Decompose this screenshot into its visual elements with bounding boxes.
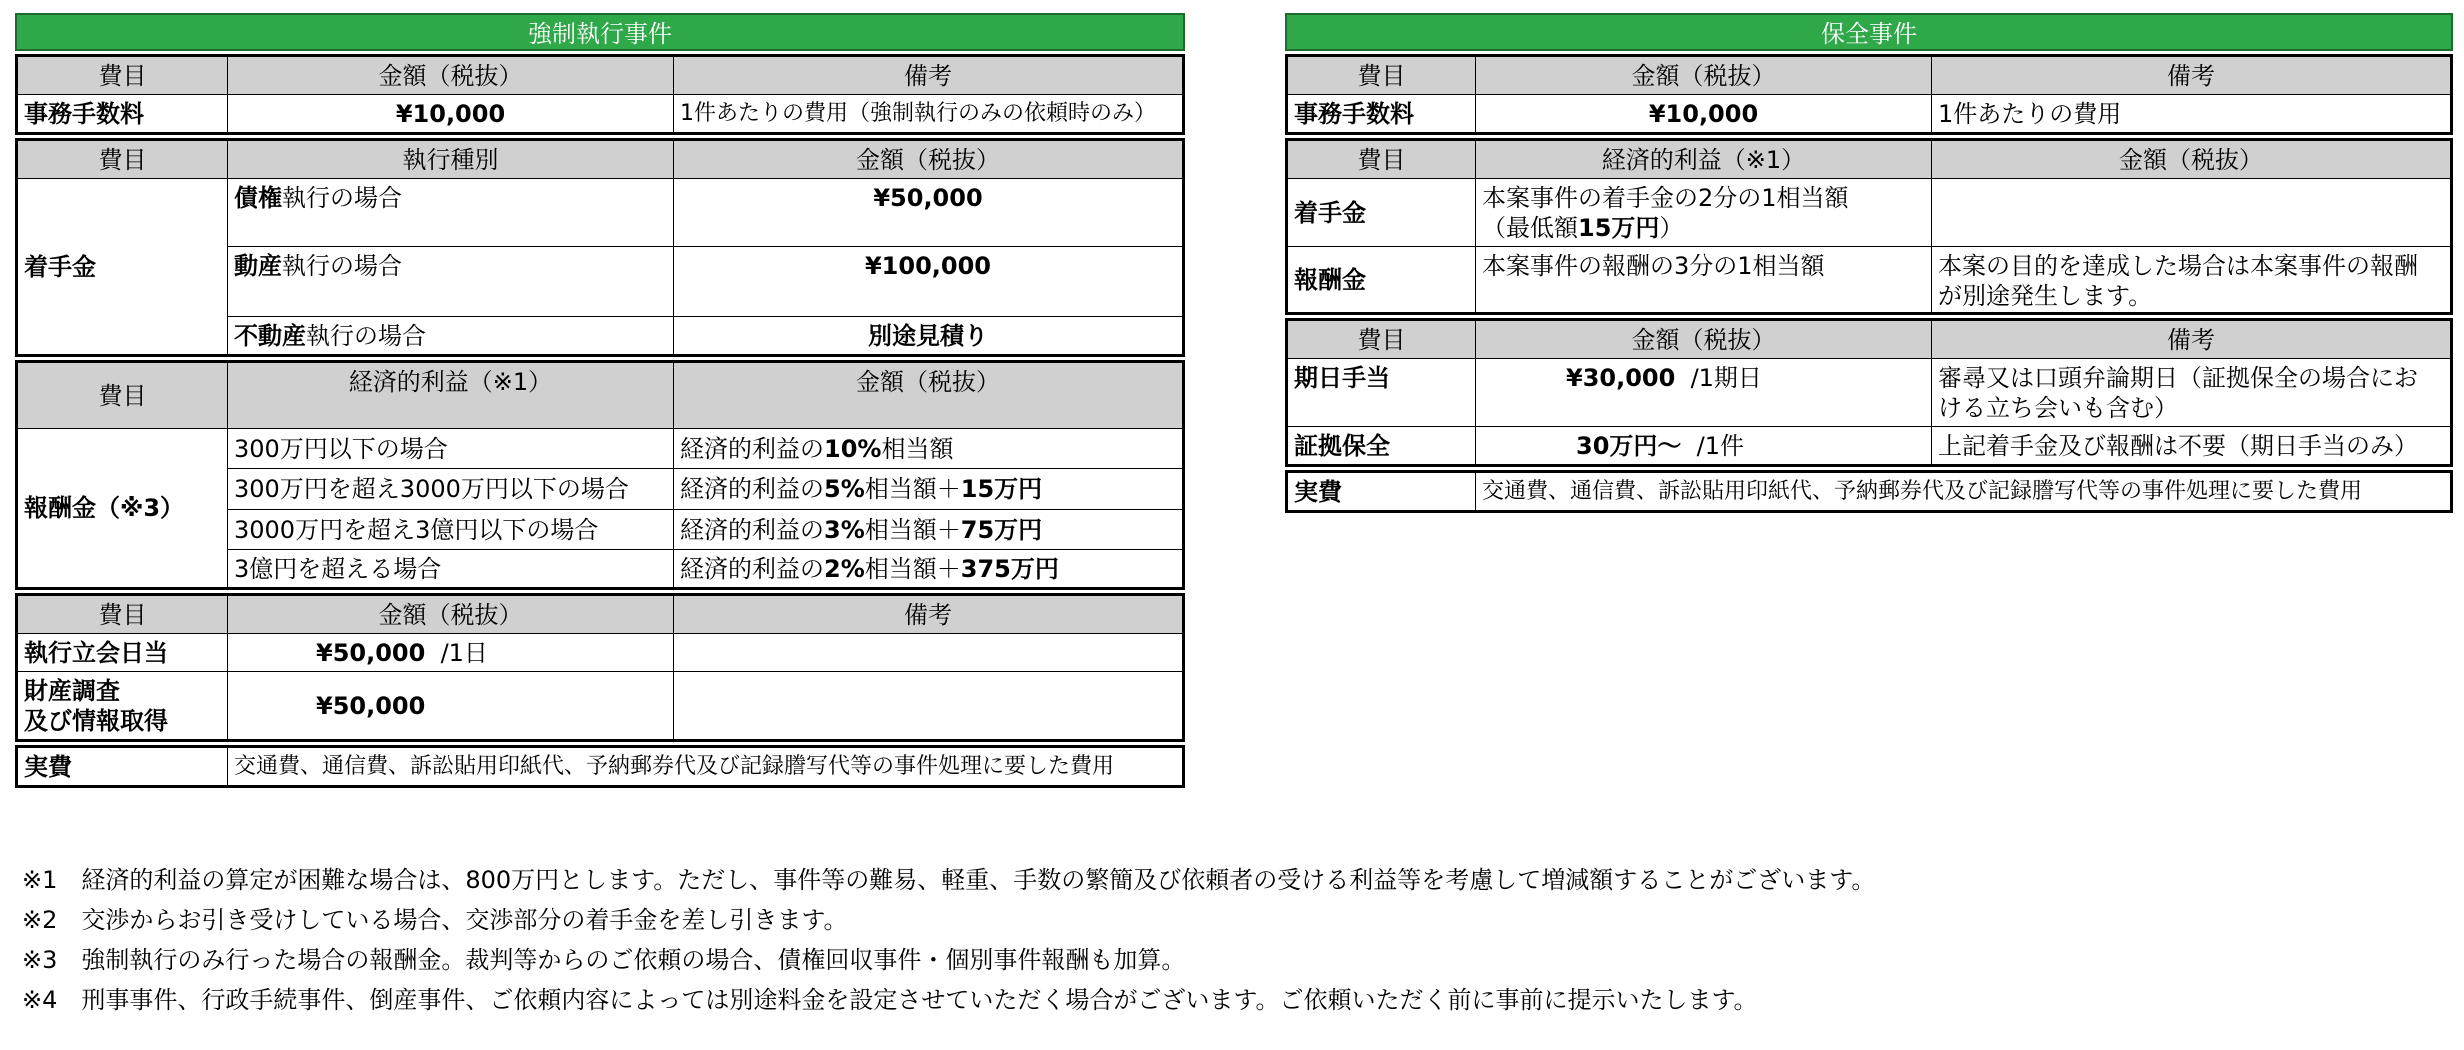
- footnote: ※2 交渉からお引き受けしている場合、交渉部分の着手金を差し引きます。: [22, 906, 848, 934]
- daily-allowance-section: [1285, 318, 2453, 467]
- table-row: 事務手数料 ¥10,000 1件あたりの費用（強制執行のみの依頼時のみ）: [18, 95, 1183, 133]
- table-row: 証拠保全 30万円〜 /1件 上記着手金及び報酬は不要（期日手当のみ）: [1288, 427, 2451, 465]
- footnote: ※3 強制執行のみ行った場合の報酬金。裁判等からのご依頼の場合、債権回収事件・個別事件報酬も加算。: [22, 946, 1186, 974]
- table-row: 実費 交通費、通信費、訴訟貼用印紙代、予納郵券代及び記録謄写代等の事件処理に要した費用: [1288, 473, 2451, 511]
- daily-allowance-section: [15, 593, 1185, 742]
- table-row: 300万円を超え3000万円以下の場合 経済的利益の5%相当額＋15万円: [18, 469, 1183, 510]
- table-row: 報酬金（※3） 300万円以下の場合 経済的利益の10%相当額: [18, 429, 1183, 469]
- table-header-row: 費目 経済的利益（※1） 金額（税抜）: [1288, 141, 2451, 179]
- table-row: 着手金 債権執行の場合 ¥50,000: [18, 179, 1183, 247]
- table-header-row: 費目 執行種別 金額（税抜）: [18, 141, 1183, 179]
- footnote: ※1 経済的利益の算定が困難な場合は、800万円とします。ただし、事件等の難易、軽重、手数の繁簡及び依頼者の受ける利益等を考慮して増減額することがございます。: [22, 866, 1876, 894]
- preservation-fee-panel: [1285, 13, 2453, 513]
- table-row: 3億円を超える場合 経済的利益の2%相当額＋375万円: [18, 550, 1183, 588]
- table-header-row: 費目 経済的利益（※1） 金額（税抜）: [18, 363, 1183, 429]
- table-row: 事務手数料 ¥10,000 1件あたりの費用: [1288, 95, 2451, 133]
- table-header-row: 費目 金額（税抜） 備考: [1288, 57, 2451, 95]
- office-fee-section: [15, 54, 1185, 135]
- table-row: 期日手当 ¥30,000 /1期日 審尋又は口頭弁論期日（証拠保全の場合にお ける立ち会いも含む）: [1288, 359, 2451, 427]
- reward-section: [15, 360, 1185, 590]
- enforcement-fee-panel: [15, 13, 1185, 788]
- office-fee-section: [1285, 54, 2453, 135]
- table-row: 実費 交通費、通信費、訴訟貼用印紙代、予納郵券代及び記録謄写代等の事件処理に要した費用: [18, 748, 1183, 786]
- panel-title: 保全事件: [1285, 13, 2453, 51]
- table-row: 動産執行の場合 ¥100,000: [18, 247, 1183, 317]
- expenses-section: [1285, 470, 2453, 513]
- table-header-row: 費目 金額（税抜） 備考: [18, 596, 1183, 634]
- table-row: 着手金 本案事件の着手金の2分の1相当額 （最低額15万円）: [1288, 179, 2451, 247]
- footnotes: [22, 860, 1875, 1020]
- table-row: 報酬金 本案事件の報酬の3分の1相当額 本案の目的を達成した場合は本案事件の報酬 が別途発生します。: [1288, 247, 2451, 313]
- footnote: ※4 刑事事件、行政手続事件、倒産事件、ご依頼内容によっては別途料金を設定させていただく場合がございます。ご依頼いただく前に事前に提示いたします。: [22, 986, 1758, 1014]
- table-header-row: 費目 金額（税抜） 備考: [18, 57, 1183, 95]
- table-row: 財産調査 及び情報取得 ¥50,000: [18, 672, 1183, 740]
- table-row: 執行立会日当 ¥50,000 /1日: [18, 634, 1183, 672]
- retainer-section: [15, 138, 1185, 357]
- retainer-reward-section: [1285, 138, 2453, 315]
- table-header-row: 費目 金額（税抜） 備考: [1288, 321, 2451, 359]
- panel-title: 強制執行事件: [15, 13, 1185, 51]
- expenses-section: [15, 745, 1185, 788]
- table-row: 不動産執行の場合 別途見積り: [18, 317, 1183, 355]
- table-row: 3000万円を超え3億円以下の場合 経済的利益の3%相当額＋75万円: [18, 510, 1183, 550]
